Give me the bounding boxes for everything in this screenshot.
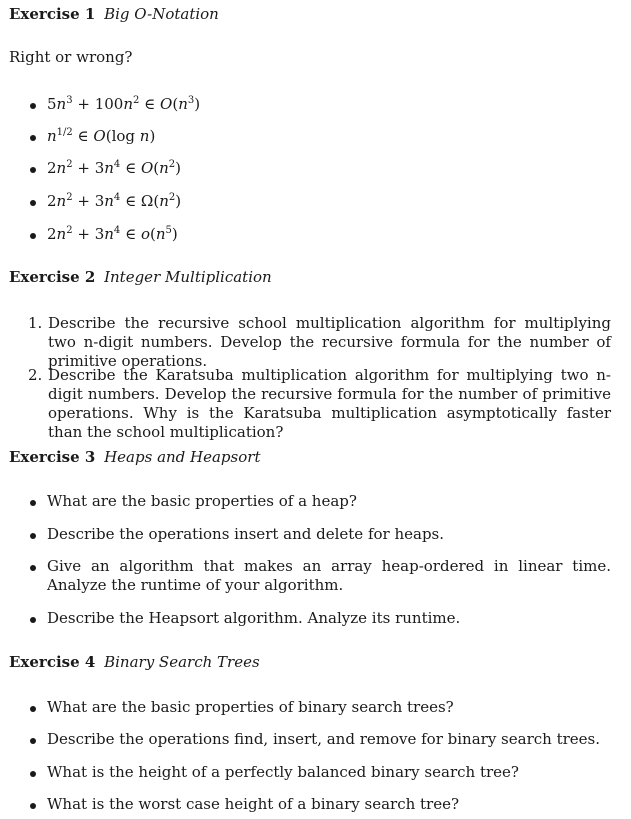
item-text: Describe the Karatsuba multiplication algorithm for multiplying two n-digit numbers. Develop the recursive formula for the number of primitive operations. Why is the Karatsuba multiplication asymptotically faster than the school multiplication?	[48, 366, 611, 441]
list-item	[28, 366, 611, 442]
list-item	[30, 609, 611, 628]
ex1-item-3: $2n^2 + 3n^4$ ∈ $O(n^2)$	[47, 159, 182, 177]
exercise-2-title: Integer Multiplication	[104, 268, 272, 286]
item-text: What is the worst case height of a binary search tree?	[47, 795, 460, 813]
list-item	[28, 314, 611, 371]
bullet-icon	[30, 565, 36, 571]
bullet-icon	[30, 135, 36, 141]
list-item	[30, 95, 611, 114]
list-item	[30, 698, 611, 717]
list-item	[30, 159, 611, 178]
bullet-icon	[30, 167, 36, 173]
list-item	[30, 192, 611, 211]
ex1-item-2: $n^{1/2}$ ∈ O(log n)	[47, 127, 156, 145]
exercise-2-label: Exercise 2	[9, 268, 96, 286]
exercise-3-heading	[9, 448, 260, 466]
bullet-icon	[30, 200, 36, 206]
exercise-1-label: Exercise 1	[9, 5, 96, 23]
exercise-1-intro: Right or wrong?	[9, 48, 133, 66]
item-text: What is the height of a perfectly balanced binary search tree?	[47, 763, 519, 781]
item-text: Give an algorithm that makes an array heap-ordered in linear time. Analyze the runtime of your algorithm.	[47, 557, 611, 594]
bullet-icon	[30, 533, 36, 539]
item-number: 2.	[28, 366, 43, 384]
bullet-icon	[30, 803, 36, 809]
item-text: Describe the operations insert and delete for heaps.	[47, 525, 445, 543]
item-number: 1.	[28, 314, 43, 332]
ex1-item-1: $5n^3 + 100n^2$ ∈ $O(n^3)$	[47, 95, 201, 113]
item-text: Describe the recursive school multiplication algorithm for multiplying two n-digit numbers. Develop the recursive formula for the number of primitive operations.	[48, 314, 611, 370]
exercise-1-title: Big O-Notation	[104, 5, 219, 23]
list-item	[30, 127, 611, 146]
item-text: What are the basic properties of binary search trees?	[47, 698, 454, 716]
item-text: What are the basic properties of a heap?	[47, 492, 357, 510]
bullet-icon	[30, 771, 36, 777]
list-item	[30, 795, 611, 814]
item-text: Describe the operations find, insert, and remove for binary search trees.	[47, 730, 600, 748]
ex1-item-5: $2n^2 + 3n^4$ ∈ $o(n^5)$	[47, 225, 178, 243]
exercise-4-heading	[9, 653, 260, 671]
list-item	[30, 525, 611, 544]
bullet-icon	[30, 233, 36, 239]
exercise-4-label: Exercise 4	[9, 653, 96, 671]
exercise-3-label: Exercise 3	[9, 448, 96, 466]
ex1-item-4: $2n^2 + 3n^4$ ∈ $\Omega(n^2)$	[47, 192, 182, 210]
list-item	[30, 730, 611, 749]
exercise-4-title: Binary Search Trees	[104, 653, 260, 671]
bullet-icon	[30, 738, 36, 744]
bullet-icon	[30, 617, 36, 623]
bullet-icon	[30, 706, 36, 712]
list-item	[30, 557, 611, 595]
exercise-1-heading	[9, 5, 219, 23]
bullet-icon	[30, 500, 36, 506]
list-item	[30, 225, 611, 244]
list-item	[30, 763, 611, 782]
list-item	[30, 492, 611, 511]
item-text: Describe the Heapsort algorithm. Analyze its runtime.	[47, 609, 461, 627]
exercise-2-heading	[9, 268, 272, 286]
bullet-icon	[30, 103, 36, 109]
exercise-3-title: Heaps and Heapsort	[104, 448, 261, 466]
